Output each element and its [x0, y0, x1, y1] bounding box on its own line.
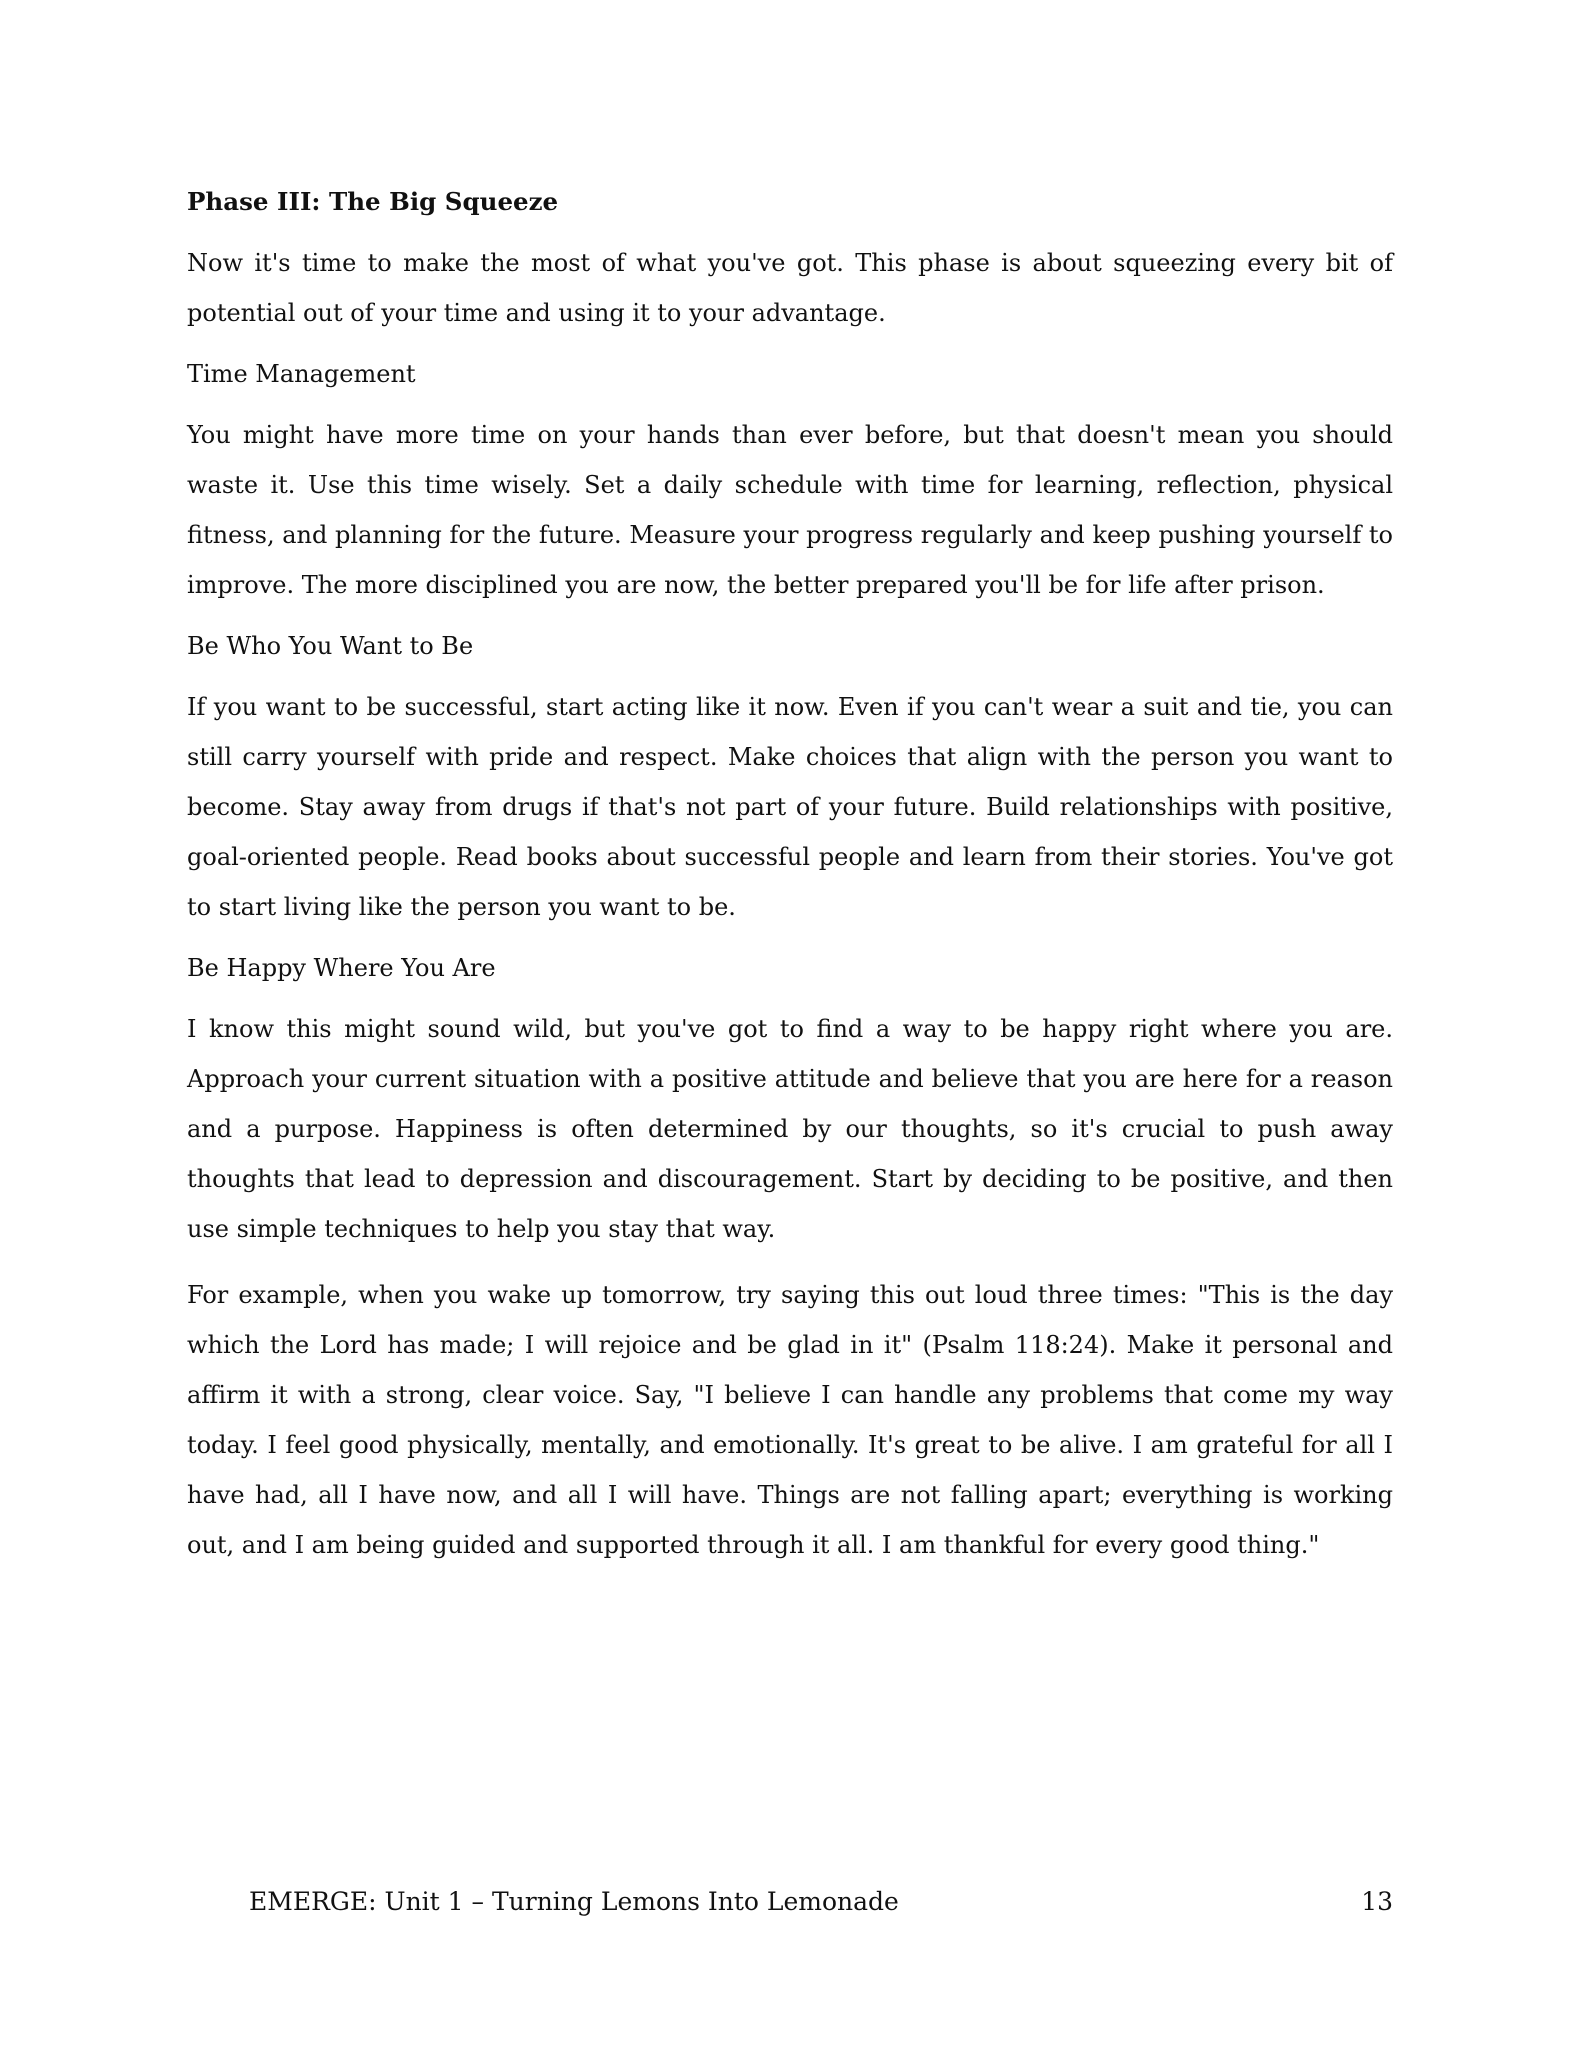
paragraph-be-who-you-want-to-be: If you want to be successful, start acting like it now. Even if you can't wear a suit and tie, you can still carry yourself with pride and respect. Make choices that align with the person you want to become. Stay away from drugs if that's not part of your future. Build relationships with positive, goal-oriented people. Read books about successful people and learn from their stories. You've got to start living like the person you want to be.	[187, 693, 1393, 921]
paragraph-be-happy-2: For example, when you wake up tomorrow, try saying this out loud three times: "This is the day which the Lord has made; I will rejoice and be glad in it" (Psalm 118:24). Make it personal and affirm it with a strong, clear voice. Say, "I believe I can handle any problems that come my way today. I feel good physically, mentally, and emotionally. It's great to be alive. I am grateful for all I have had, all I have now, and all I will have. Things are not falling apart; everything is working out, and I am being guided and supported through it all. I am thankful for every good thing."	[187, 1281, 1393, 1559]
paragraph-time-management: You might have more time on your hands than ever before, but that doesn't mean you should waste it. Use this time wisely. Set a daily schedule with time for learning, reflection, physical fitness, and planning for the future. Measure your progress regularly and keep pushing yourself to improve. The more disciplined you are now, the better prepared you'll be for life after prison.	[187, 421, 1393, 599]
page-number: 13	[1361, 1887, 1393, 1916]
footer-title: EMERGE: Unit 1 – Turning Lemons Into Lemonade	[249, 1887, 899, 1916]
subheading-be-who-you-want-to-be: Be Who You Want to Be	[187, 632, 474, 660]
subheading-time-management: Time Management	[187, 360, 416, 388]
page-footer	[249, 1882, 1393, 1922]
page-content	[187, 182, 1393, 1586]
paragraph-be-happy-1: I know this might sound wild, but you've got to find a way to be happy right where you are. Approach your current situation with a positive attitude and believe that you are here for a reason and a purpose. Happiness is often determined by our thoughts, so it's crucial to push away thoughts that lead to depression and discouragement. Start by deciding to be positive, and then use simple techniques to help you stay that way.	[187, 1015, 1393, 1243]
intro-paragraph: Now it's time to make the most of what you've got. This phase is about squeezing every bit of potential out of your time and using it to your advantage.	[187, 249, 1393, 327]
section-heading: Phase III: The Big Squeeze	[187, 187, 559, 216]
subheading-be-happy-where-you-are: Be Happy Where You Are	[187, 954, 496, 982]
